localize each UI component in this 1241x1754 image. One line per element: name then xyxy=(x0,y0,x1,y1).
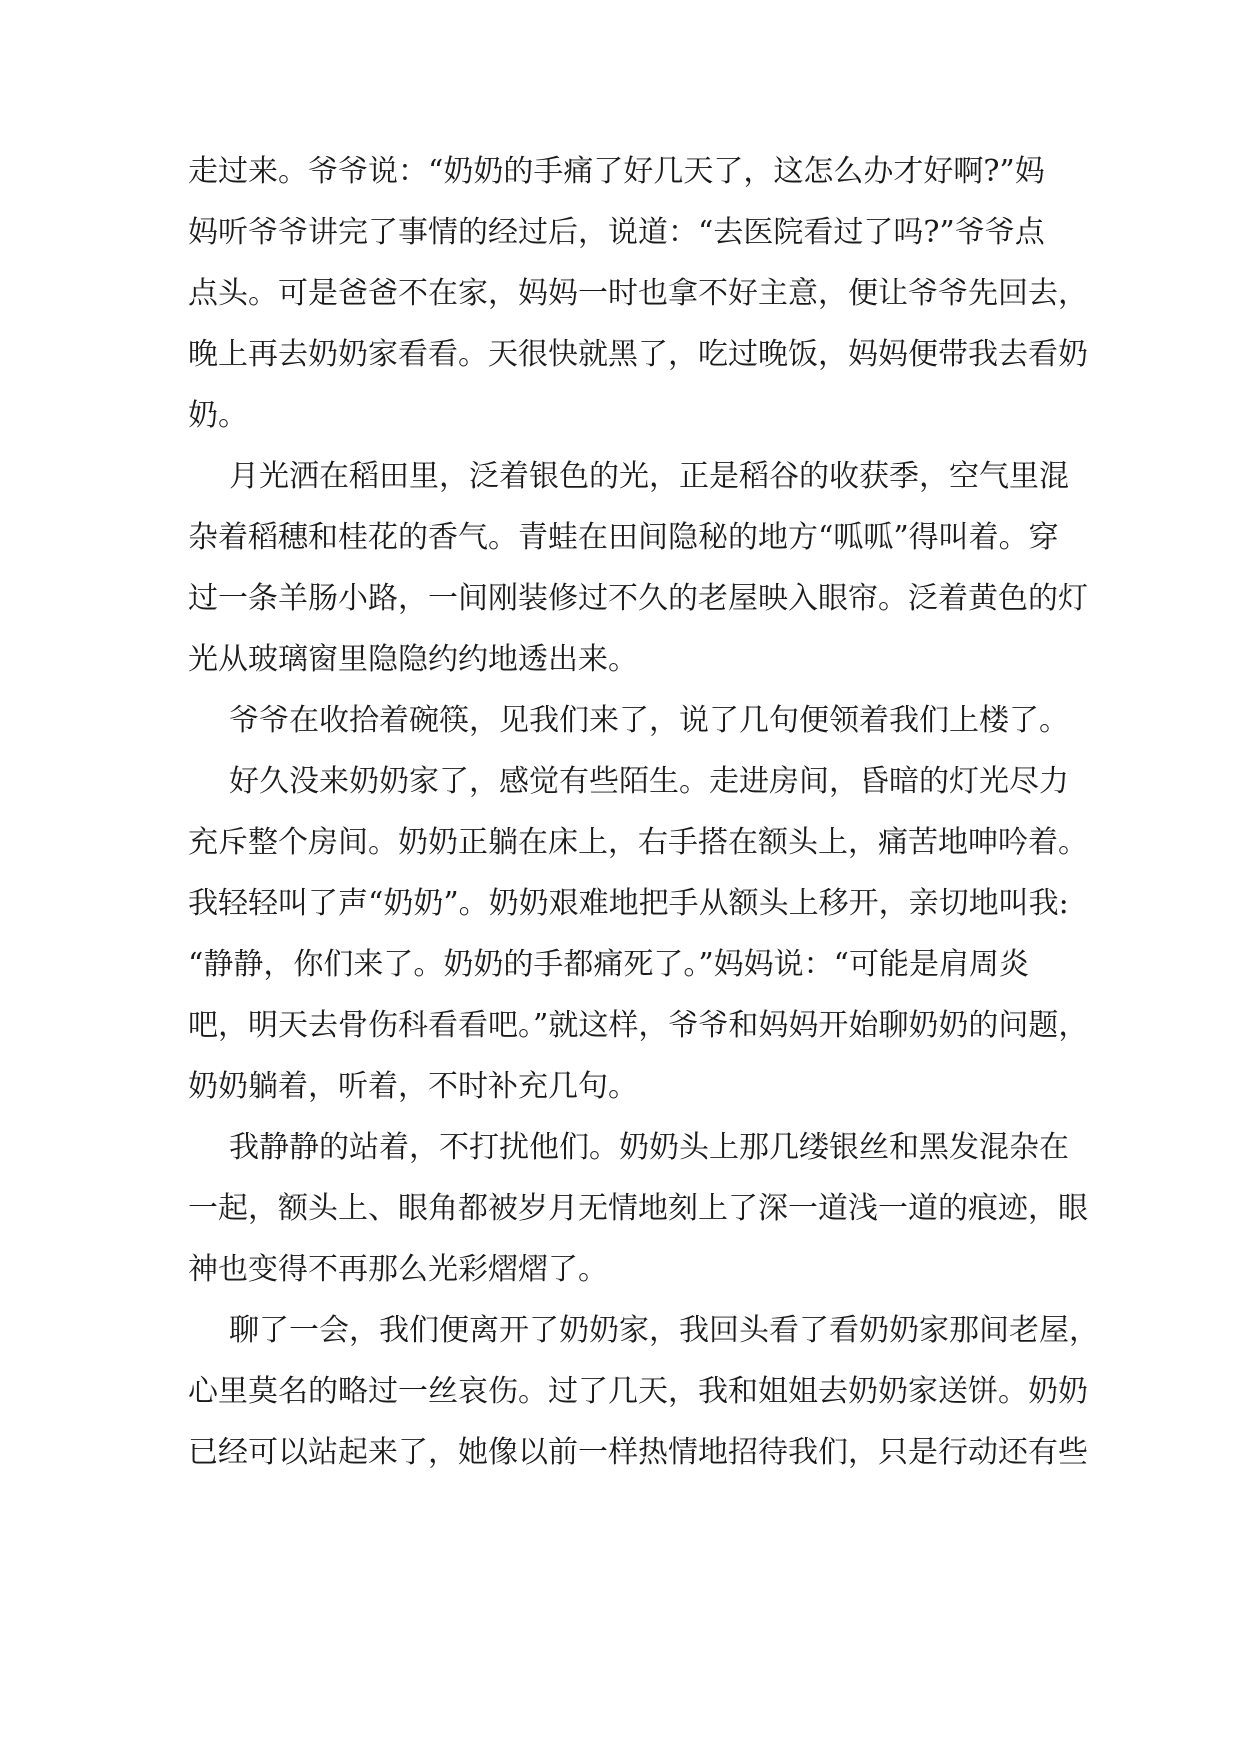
text-line-19: 神也变得不再那么光彩熠熠了。 xyxy=(188,1252,608,1287)
text-line-7: 杂着稻穗和桂花的香气。青蛙在田间隐秘的地方“呱呱”得叫着。穿 xyxy=(188,520,1059,555)
text-line-4: 晚上再去奶奶家看看。天很快就黑了，吃过晚饭，妈妈便带我去看奶 xyxy=(188,337,1088,372)
text-line-13: 我轻轻叫了声“奶奶”。奶奶艰难地把手从额头上移开，亲切地叫我: xyxy=(188,886,1069,921)
text-line-11: 好久没来奶奶家了，感觉有些陌生。走进房间，昏暗的灯光尽力 xyxy=(229,764,1069,799)
text-line-3: 点头。可是爸爸不在家，妈妈一时也拿不好主意，便让爷爷先回去， xyxy=(188,276,1088,311)
text-line-5: 奶。 xyxy=(188,398,248,433)
text-line-16: 奶奶躺着，听着，不时补充几句。 xyxy=(188,1069,638,1104)
text-line-15: 吧，明天去骨伤科看看吧。”就这样，爷爷和妈妈开始聊奶奶的问题， xyxy=(188,1008,1089,1043)
text-line-12: 充斥整个房间。奶奶正躺在床上，右手搭在额头上，痛苦地呻吟着。 xyxy=(188,825,1088,860)
text-line-6: 月光洒在稻田里，泛着银色的光，正是稻谷的收获季，空气里混 xyxy=(229,459,1069,494)
text-line-1: 走过来。爷爷说：“奶奶的手痛了好几天了，这怎么办才好啊?”妈 xyxy=(188,154,1045,189)
text-line-22: 已经可以站起来了，她像以前一样热情地招待我们，只是行动还有些 xyxy=(188,1435,1088,1470)
text-line-9: 光从玻璃窗里隐隐约约地透出来。 xyxy=(188,642,638,677)
text-line-8: 过一条羊肠小路，一间刚装修过不久的老屋映入眼帘。泛着黄色的灯 xyxy=(188,581,1088,616)
text-line-21: 心里莫名的略过一丝哀伤。过了几天，我和姐姐去奶奶家送饼。奶奶 xyxy=(188,1374,1088,1409)
text-line-20: 聊了一会，我们便离开了奶奶家，我回头看了看奶奶家那间老屋， xyxy=(229,1313,1099,1348)
text-line-18: 一起，额头上、眼角都被岁月无情地刻上了深一道浅一道的痕迹，眼 xyxy=(188,1191,1088,1226)
text-line-10: 爷爷在收拾着碗筷，见我们来了，说了几句便领着我们上楼了。 xyxy=(229,703,1069,738)
text-line-17: 我静静的站着，不打扰他们。奶奶头上那几缕银丝和黑发混杂在 xyxy=(229,1130,1069,1165)
text-line-2: 妈听爷爷讲完了事情的经过后，说道：“去医院看过了吗?”爷爷点 xyxy=(188,215,1045,250)
text-line-14: “静静，你们来了。奶奶的手都痛死了。”妈妈说：“可能是肩周炎 xyxy=(188,947,1030,982)
